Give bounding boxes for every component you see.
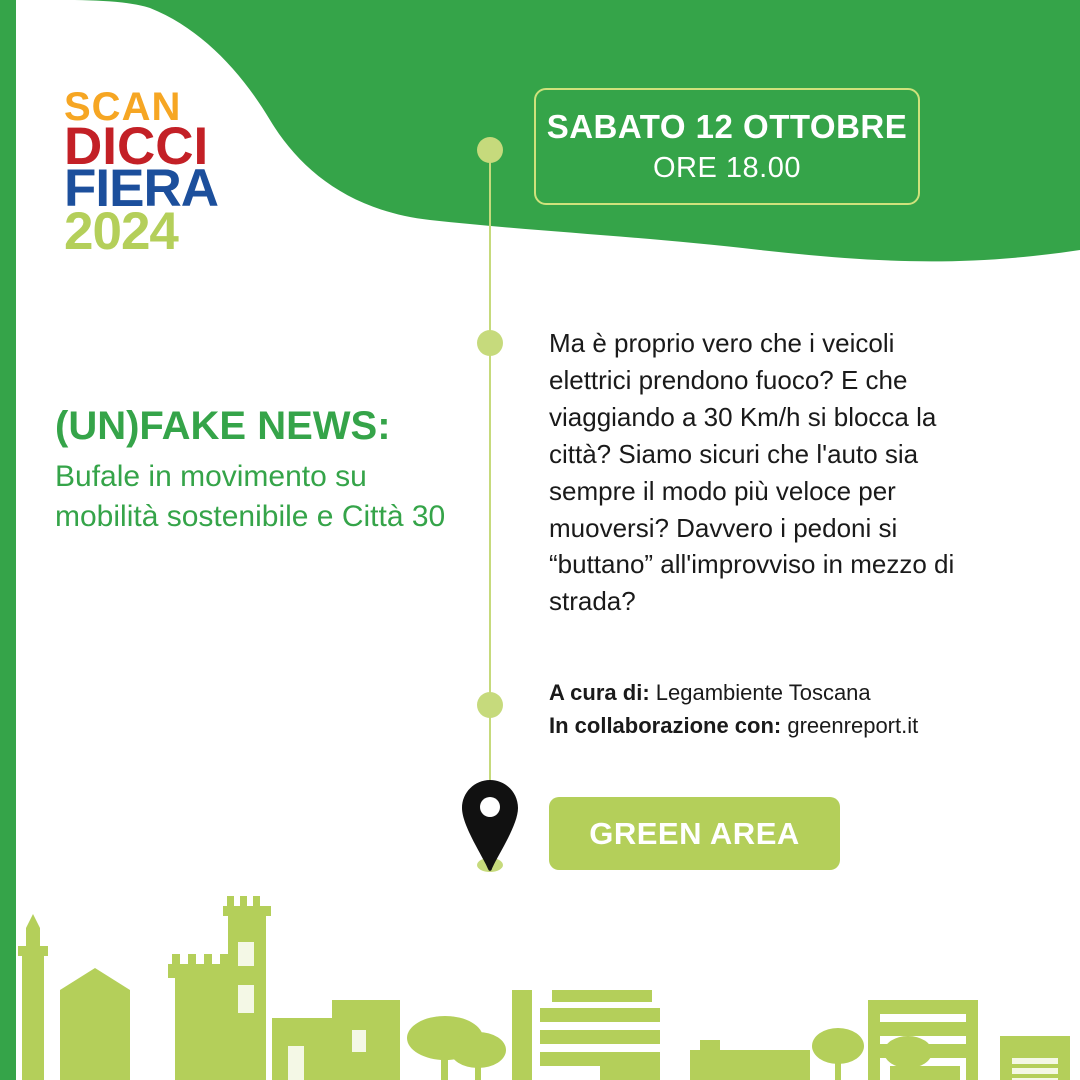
scandicci-fiera-logo	[64, 85, 304, 261]
timeline-dot-description	[477, 330, 503, 356]
event-date-box	[534, 88, 920, 205]
logo-line-scan: SCAN	[64, 85, 182, 129]
credits-curated-row	[549, 676, 989, 709]
logo-line-fiera: FIERA	[64, 159, 218, 219]
green-area-button[interactable]: GREEN AREA	[549, 797, 840, 870]
credits-block	[549, 676, 989, 742]
timeline-connector	[489, 150, 491, 850]
credits-collaboration-label: In collaborazione con:	[549, 713, 782, 738]
credits-curated-label: A cura di:	[549, 680, 650, 705]
page-subtitle: Bufale in movimento su mobilità sostenibile e Città 30	[55, 460, 446, 533]
credits-collaboration-row	[549, 709, 989, 742]
logo-line-dicci: DICCI	[64, 117, 209, 176]
timeline-dot-date	[477, 137, 503, 163]
credits-curated-value: Legambiente Toscana	[655, 680, 871, 705]
timeline-dot-credits	[477, 692, 503, 718]
page-title: (UN)FAKE NEWS:	[55, 404, 391, 448]
credits-collaboration-value: greenreport.it	[787, 713, 919, 738]
title-block	[55, 405, 475, 537]
logo-line-year: 2024	[64, 201, 178, 261]
event-time: ORE 18.00	[653, 152, 801, 184]
city-skyline-illustration	[0, 850, 1080, 1080]
event-date: SABATO 12 OTTOBRE	[546, 108, 908, 145]
description-text: Ma è proprio vero che i veicoli elettrici prendono fuoco? E che viaggiando a 30 Km/h si blocca la città? Siamo sicuri che l'auto sia sempre il modo più veloce per muoversi? Davvero i pedoni si “buttano” all'improvviso in mezzo di strada?	[549, 328, 955, 617]
